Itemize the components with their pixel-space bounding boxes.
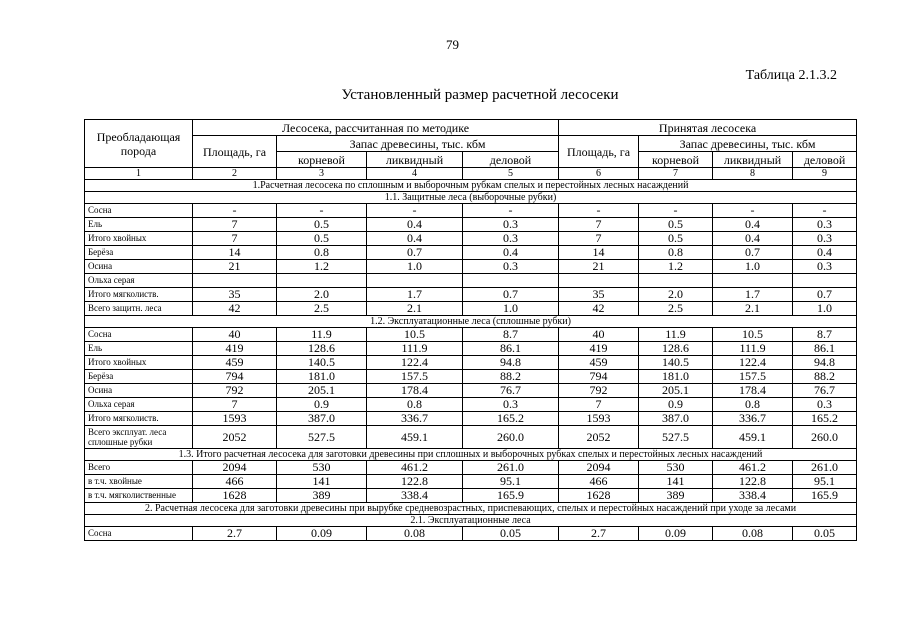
value-cell: 35 — [559, 288, 639, 302]
value-cell: 0.7 — [713, 246, 793, 260]
value-cell: 260.0 — [793, 426, 857, 449]
value-cell: 0.7 — [793, 288, 857, 302]
value-cell: 95.1 — [793, 475, 857, 489]
value-cell: 0.7 — [463, 288, 559, 302]
table-row — [85, 461, 857, 475]
value-cell: 165.2 — [463, 412, 559, 426]
section-row — [85, 316, 857, 328]
value-cell: 1593 — [559, 412, 639, 426]
species-label: Итого хвойных — [85, 356, 193, 370]
column-number: 4 — [367, 168, 463, 180]
value-cell: 1.7 — [367, 288, 463, 302]
value-cell: 0.3 — [463, 398, 559, 412]
species-label: Берёза — [85, 246, 193, 260]
value-cell: 0.5 — [277, 232, 367, 246]
value-cell: 2052 — [559, 426, 639, 449]
value-cell: 0.5 — [639, 218, 713, 232]
header-business: деловой — [463, 152, 559, 168]
value-cell: 140.5 — [277, 356, 367, 370]
value-cell: 792 — [193, 384, 277, 398]
page-number: 79 — [446, 37, 459, 52]
value-cell: 88.2 — [793, 370, 857, 384]
value-cell: 0.3 — [793, 260, 857, 274]
value-cell: 42 — [559, 302, 639, 316]
value-cell: 157.5 — [367, 370, 463, 384]
value-cell: 1.0 — [463, 302, 559, 316]
value-cell: 0.4 — [793, 246, 857, 260]
table-row — [85, 232, 857, 246]
column-number: 9 — [793, 168, 857, 180]
species-label: Сосна — [85, 328, 193, 342]
value-cell: 459 — [193, 356, 277, 370]
value-cell: 88.2 — [463, 370, 559, 384]
value-cell: 0.3 — [793, 398, 857, 412]
value-cell: - — [713, 204, 793, 218]
table-row — [85, 274, 857, 288]
value-cell: 0.08 — [367, 527, 463, 541]
value-cell: 0.5 — [639, 232, 713, 246]
value-cell: 11.9 — [277, 328, 367, 342]
value-cell: 0.3 — [793, 232, 857, 246]
value-cell: 2052 — [193, 426, 277, 449]
value-cell: 76.7 — [793, 384, 857, 398]
value-cell: 2.5 — [277, 302, 367, 316]
value-cell: 0.3 — [463, 218, 559, 232]
value-cell: 40 — [559, 328, 639, 342]
value-cell: 94.8 — [793, 356, 857, 370]
value-cell: 389 — [639, 489, 713, 503]
value-cell: 205.1 — [639, 384, 713, 398]
column-number: 8 — [713, 168, 793, 180]
value-cell: 181.0 — [639, 370, 713, 384]
value-cell: 260.0 — [463, 426, 559, 449]
value-cell: 165.9 — [463, 489, 559, 503]
value-cell: 86.1 — [793, 342, 857, 356]
table-row — [85, 412, 857, 426]
value-cell: 0.8 — [639, 246, 713, 260]
header-area: Площадь, га — [559, 136, 639, 168]
value-cell: 0.3 — [463, 260, 559, 274]
value-cell: 40 — [193, 328, 277, 342]
value-cell: 95.1 — [463, 475, 559, 489]
value-cell: 122.8 — [367, 475, 463, 489]
value-cell: 0.4 — [713, 218, 793, 232]
header-method-group: Лесосека, рассчитанная по методике — [193, 120, 559, 136]
value-cell: 338.4 — [713, 489, 793, 503]
header-stock: Запас древесины, тыс. кбм — [639, 136, 857, 152]
table-row — [85, 302, 857, 316]
value-cell: 165.9 — [793, 489, 857, 503]
value-cell: 2.5 — [639, 302, 713, 316]
species-label: в т.ч. хвойные — [85, 475, 193, 489]
table-row — [85, 288, 857, 302]
table-row — [85, 426, 857, 449]
value-cell: 141 — [639, 475, 713, 489]
value-cell: 466 — [559, 475, 639, 489]
table-row — [85, 260, 857, 274]
table-row — [85, 246, 857, 260]
value-cell: 2.0 — [639, 288, 713, 302]
value-cell: 7 — [559, 218, 639, 232]
section-title: 2. Расчетная лесосека для заготовки древесины при вырубке средневозрастных, приспевающих, спелых и перестойных насаждений при уходе за лесами — [85, 503, 857, 515]
value-cell: 530 — [277, 461, 367, 475]
value-cell: - — [639, 204, 713, 218]
value-cell: - — [193, 204, 277, 218]
species-label: Осина — [85, 384, 193, 398]
value-cell: 111.9 — [713, 342, 793, 356]
table-row — [85, 475, 857, 489]
table-row — [85, 384, 857, 398]
value-cell: 387.0 — [277, 412, 367, 426]
value-cell: 8.7 — [463, 328, 559, 342]
table-row — [85, 398, 857, 412]
section-title: 1.2. Эксплуатационные леса (сплошные рубки) — [85, 316, 857, 328]
table-row — [85, 370, 857, 384]
section-title: 1.Расчетная лесосека по сплошным и выборочным рубкам спелых и перестойных лесных насаждений — [85, 180, 857, 192]
value-cell: 0.09 — [639, 527, 713, 541]
value-cell: - — [559, 204, 639, 218]
value-cell: 0.4 — [367, 232, 463, 246]
value-cell: 0.9 — [639, 398, 713, 412]
table-body — [85, 180, 857, 541]
value-cell: 2.7 — [559, 527, 639, 541]
table-row — [85, 204, 857, 218]
value-cell: 35 — [193, 288, 277, 302]
value-cell: 419 — [559, 342, 639, 356]
value-cell: 461.2 — [367, 461, 463, 475]
value-cell: 181.0 — [277, 370, 367, 384]
value-cell: 2094 — [193, 461, 277, 475]
value-cell: 1628 — [193, 489, 277, 503]
value-cell: 466 — [193, 475, 277, 489]
value-cell: 0.05 — [793, 527, 857, 541]
value-cell: 2.0 — [277, 288, 367, 302]
value-cell: 2.7 — [193, 527, 277, 541]
value-cell — [463, 274, 559, 288]
value-cell: 165.2 — [793, 412, 857, 426]
value-cell: 0.8 — [277, 246, 367, 260]
value-cell: 1628 — [559, 489, 639, 503]
value-cell: 461.2 — [713, 461, 793, 475]
value-cell — [193, 274, 277, 288]
section-row — [85, 180, 857, 192]
header-liquid: ликвидный — [367, 152, 463, 168]
value-cell: 76.7 — [463, 384, 559, 398]
value-cell: 0.4 — [367, 218, 463, 232]
table-row — [85, 218, 857, 232]
header-species: Преобладающая порода — [85, 120, 193, 168]
value-cell: 1.0 — [793, 302, 857, 316]
column-number: 6 — [559, 168, 639, 180]
value-cell — [277, 274, 367, 288]
value-cell: 459 — [559, 356, 639, 370]
column-number: 1 — [85, 168, 193, 180]
value-cell: 205.1 — [277, 384, 367, 398]
species-label: Сосна — [85, 527, 193, 541]
value-cell: 0.4 — [463, 246, 559, 260]
species-label: Итого хвойных — [85, 232, 193, 246]
section-row — [85, 192, 857, 204]
value-cell: 387.0 — [639, 412, 713, 426]
value-cell: 7 — [559, 232, 639, 246]
value-cell: 336.7 — [367, 412, 463, 426]
header-accepted-group: Принятая лесосека — [559, 120, 857, 136]
species-label: Сосна — [85, 204, 193, 218]
value-cell: 8.7 — [793, 328, 857, 342]
value-cell: 792 — [559, 384, 639, 398]
value-cell: 42 — [193, 302, 277, 316]
value-cell — [639, 274, 713, 288]
value-cell: 0.4 — [713, 232, 793, 246]
value-cell: 336.7 — [713, 412, 793, 426]
value-cell: 794 — [193, 370, 277, 384]
value-cell: 0.08 — [713, 527, 793, 541]
value-cell: 1.0 — [713, 260, 793, 274]
header-stock: Запас древесины, тыс. кбм — [277, 136, 559, 152]
value-cell: 141 — [277, 475, 367, 489]
value-cell: 1.2 — [639, 260, 713, 274]
section-title: 1.1. Защитные леса (выборочные рубки) — [85, 192, 857, 204]
section-row — [85, 515, 857, 527]
value-cell: 530 — [639, 461, 713, 475]
value-cell: 178.4 — [713, 384, 793, 398]
value-cell: 794 — [559, 370, 639, 384]
value-cell: 389 — [277, 489, 367, 503]
value-cell: 128.6 — [277, 342, 367, 356]
value-cell: 157.5 — [713, 370, 793, 384]
value-cell: 419 — [193, 342, 277, 356]
value-cell: 122.8 — [713, 475, 793, 489]
value-cell: 527.5 — [639, 426, 713, 449]
value-cell — [367, 274, 463, 288]
column-number: 5 — [463, 168, 559, 180]
value-cell: 338.4 — [367, 489, 463, 503]
value-cell: 122.4 — [367, 356, 463, 370]
column-number: 2 — [193, 168, 277, 180]
value-cell: 0.5 — [277, 218, 367, 232]
species-label: Всего эксплуат. леса сплошные рубки — [85, 426, 193, 449]
value-cell: 21 — [559, 260, 639, 274]
table-row — [85, 356, 857, 370]
value-cell: 140.5 — [639, 356, 713, 370]
species-label: Всего защитн. леса — [85, 302, 193, 316]
header-business: деловой — [793, 152, 857, 168]
value-cell: 1.2 — [277, 260, 367, 274]
species-label: Ель — [85, 218, 193, 232]
value-cell: 86.1 — [463, 342, 559, 356]
column-number: 3 — [277, 168, 367, 180]
section-row — [85, 449, 857, 461]
table-title: Установленный размер расчетной лесосеки — [341, 87, 619, 103]
value-cell: 14 — [559, 246, 639, 260]
value-cell: 459.1 — [713, 426, 793, 449]
header-root: корневой — [277, 152, 367, 168]
value-cell: 261.0 — [793, 461, 857, 475]
value-cell — [793, 274, 857, 288]
value-cell: 7 — [193, 398, 277, 412]
species-label: Берёза — [85, 370, 193, 384]
value-cell: 0.3 — [463, 232, 559, 246]
table-row — [85, 328, 857, 342]
value-cell — [713, 274, 793, 288]
species-label: в т.ч. мягколиственные — [85, 489, 193, 503]
section-title: 2.1. Эксплуатационные леса — [85, 515, 857, 527]
value-cell: 0.8 — [367, 398, 463, 412]
value-cell: 128.6 — [639, 342, 713, 356]
value-cell: 1.0 — [367, 260, 463, 274]
value-cell: 261.0 — [463, 461, 559, 475]
value-cell: - — [463, 204, 559, 218]
species-label: Ель — [85, 342, 193, 356]
species-label: Итого мягколиств. — [85, 412, 193, 426]
value-cell: 21 — [193, 260, 277, 274]
value-cell: 122.4 — [713, 356, 793, 370]
value-cell: 0.9 — [277, 398, 367, 412]
header-root: корневой — [639, 152, 713, 168]
value-cell: 0.05 — [463, 527, 559, 541]
value-cell: 10.5 — [367, 328, 463, 342]
species-label: Итого мягколиств. — [85, 288, 193, 302]
section-title: 1.3. Итого расчетная лесосека для заготовки древесины при сплошных и выборочных рубках спелых и перестойных лесных насаждений — [85, 449, 857, 461]
value-cell: 1593 — [193, 412, 277, 426]
value-cell: 111.9 — [367, 342, 463, 356]
table-row — [85, 342, 857, 356]
value-cell: 0.8 — [713, 398, 793, 412]
table-row — [85, 489, 857, 503]
value-cell: 2.1 — [713, 302, 793, 316]
species-label: Ольха серая — [85, 398, 193, 412]
value-cell: 14 — [193, 246, 277, 260]
value-cell: 2.1 — [367, 302, 463, 316]
value-cell: 0.3 — [793, 218, 857, 232]
value-cell: 7 — [193, 232, 277, 246]
value-cell: 527.5 — [277, 426, 367, 449]
header-liquid: ликвидный — [713, 152, 793, 168]
section-row — [85, 503, 857, 515]
value-cell: 2094 — [559, 461, 639, 475]
forest-cutting-table — [84, 119, 857, 541]
species-label: Осина — [85, 260, 193, 274]
value-cell — [559, 274, 639, 288]
value-cell: 0.09 — [277, 527, 367, 541]
table-reference: Таблица 2.1.3.2 — [745, 68, 837, 83]
value-cell: 0.7 — [367, 246, 463, 260]
value-cell: 11.9 — [639, 328, 713, 342]
value-cell: - — [793, 204, 857, 218]
value-cell: 459.1 — [367, 426, 463, 449]
value-cell: - — [277, 204, 367, 218]
value-cell: 178.4 — [367, 384, 463, 398]
value-cell: 94.8 — [463, 356, 559, 370]
header-area: Площадь, га — [193, 136, 277, 168]
value-cell: 7 — [559, 398, 639, 412]
table-row — [85, 527, 857, 541]
species-label: Всего — [85, 461, 193, 475]
species-label: Ольха серая — [85, 274, 193, 288]
value-cell: 10.5 — [713, 328, 793, 342]
value-cell: 7 — [193, 218, 277, 232]
value-cell: - — [367, 204, 463, 218]
value-cell: 1.7 — [713, 288, 793, 302]
column-number: 7 — [639, 168, 713, 180]
